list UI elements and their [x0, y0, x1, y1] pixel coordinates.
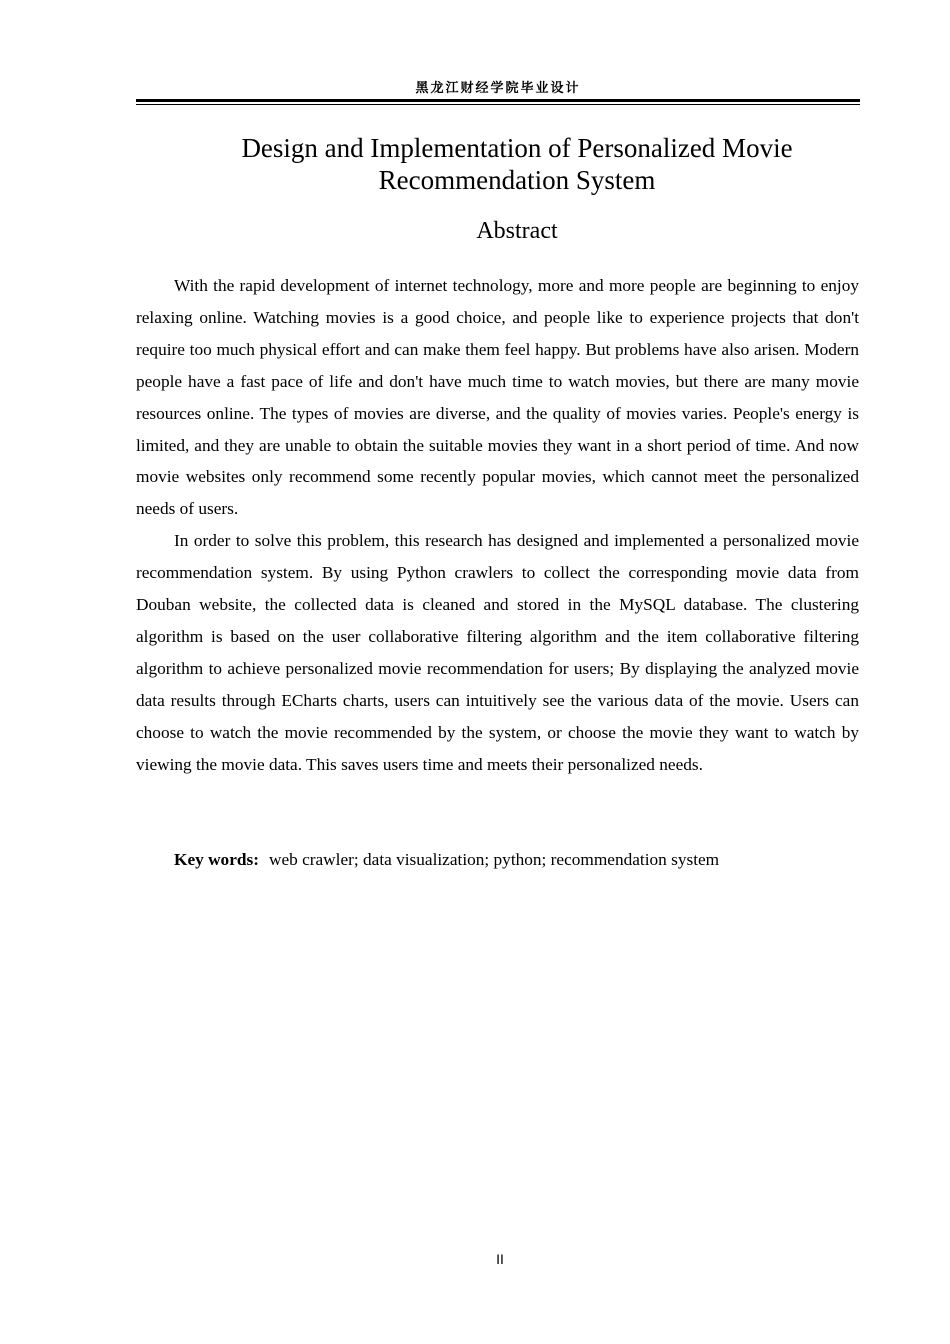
header-rule-thin [136, 104, 860, 105]
keywords-value: web crawler; data visualization; python; recommendation system [268, 850, 720, 869]
keywords-line [174, 844, 864, 876]
running-header: 黑龙江财经学院毕业设计 [415, 81, 581, 96]
thesis-title-line-2: Recommendation System [378, 165, 656, 195]
abstract-paragraph-1: With the rapid development of internet technology, more and more people are beginning to enjoy relaxing online. Watching movies is a good choice, and people like to experience projects that don't require too much physical effort and can make them feel happy. But problems have also arisen. Modern people have a fast pace of life and don't have much time to watch movies, but there are many movie resources online. The types of movies are diverse, and the quality of movies varies. People's energy is limited, and they are unable to obtain the suitable movies they want in a short period of time. And now movie websites only recommend some recently popular movies, which cannot meet the personalized needs of users. [136, 276, 859, 519]
abstract-body [136, 270, 859, 781]
header-rule-thick [136, 99, 860, 102]
keywords-label: Key words: [174, 850, 259, 869]
abstract-paragraph-2: In order to solve this problem, this research has designed and implemented a personalized movie recommendation system. By using Python crawlers to collect the corresponding movie data from Douban website, the collected data is cleaned and stored in the MySQL database. The clustering algorithm is based on the user collaborative filtering algorithm and the item collaborative filtering algorithm to achieve personalized movie recommendation for users; By displaying the analyzed movie data results through ECharts charts, users can intuitively see the various data of the movie. Users can choose to watch the movie recommended by the system, or choose the movie they want to watch by viewing the movie data. This saves users time and meets their personalized needs. [136, 531, 859, 774]
thesis-title [136, 132, 898, 196]
abstract-heading: Abstract [476, 218, 558, 244]
thesis-title-line-1: Design and Implementation of Personalized Movie [241, 133, 793, 163]
page-number: II [496, 1251, 504, 1267]
